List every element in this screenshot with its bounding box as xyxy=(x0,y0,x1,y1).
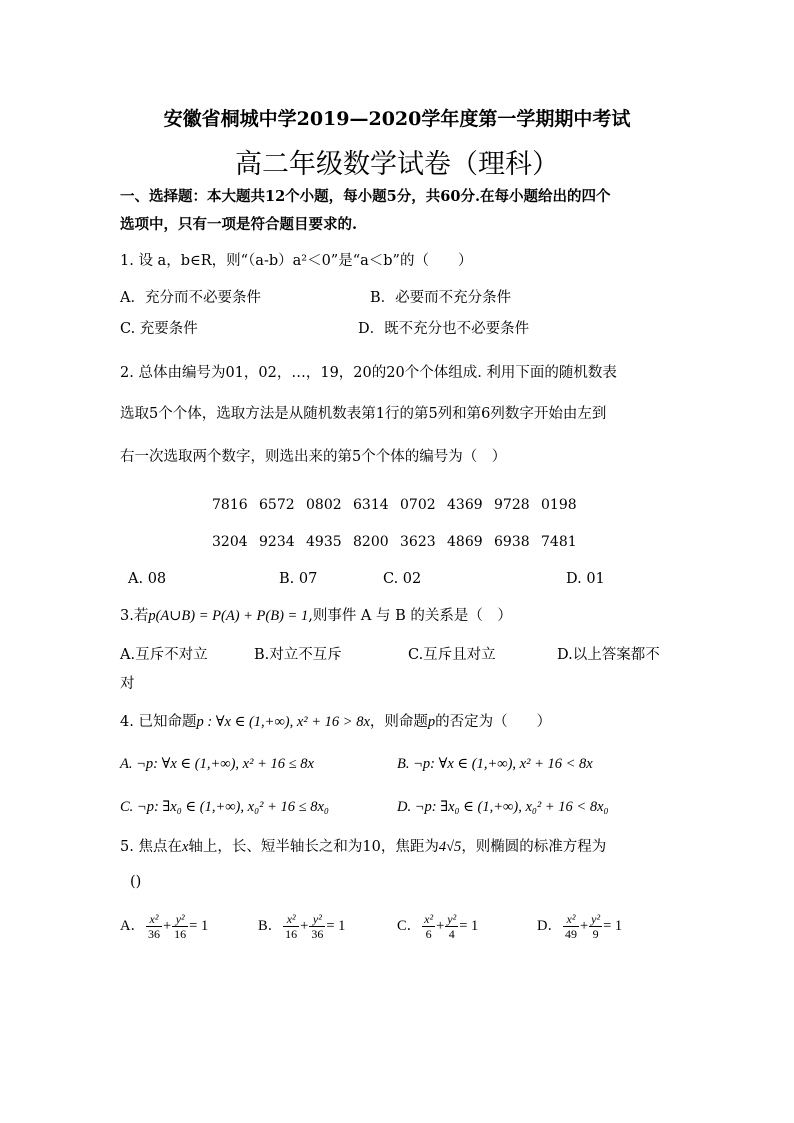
q5-post: ，则椭圆的标准方程为 xyxy=(461,839,607,855)
option-label: D． xyxy=(537,917,562,934)
q2-option-a: A. 08 xyxy=(128,571,167,587)
q4-suffix: 的否定为（ ） xyxy=(435,714,552,730)
fraction xyxy=(563,912,579,941)
q5-option-b: B． $\frac{\text{x²}}{16}$ + $\frac{\text{y²}}{36}$ = 1 xyxy=(258,912,346,941)
q3-option-a: A.互斥不对立 xyxy=(120,647,208,663)
numerator: x² xyxy=(563,912,579,927)
section-heading-line2: 选项中，只有一项是符合题目要求的. xyxy=(120,216,358,233)
random-number-cell: 9234 xyxy=(259,534,295,550)
q5-option-c: C． $\frac{\text{x²}}{6}$ + $\frac{\text{y²}}{4}$ = 1 xyxy=(397,912,479,941)
q4-stem xyxy=(120,712,551,732)
random-number-cell: 3623 xyxy=(400,534,436,550)
numerator: y² xyxy=(172,912,188,927)
denominator: 16 xyxy=(285,927,298,941)
q3-option-b: B.对立不互斥 xyxy=(254,647,342,663)
q3-option-d: D.以上答案都不 xyxy=(557,647,660,663)
fraction xyxy=(309,912,325,941)
denominator: 36 xyxy=(147,927,160,941)
equation-rhs: = 1 xyxy=(603,917,623,934)
q2-line2: 选取5个个体，选取方法是从随机数表第1行的第5列和第6列数字开始由左到 xyxy=(120,406,607,422)
random-number-cell: 0702 xyxy=(400,497,436,513)
equation-rhs: = 1 xyxy=(189,917,209,934)
q1-option-d: D．既不充分也不必要条件 xyxy=(358,321,530,337)
q2-option-c: C. 02 xyxy=(383,571,422,587)
random-number-cell: 6938 xyxy=(494,534,530,550)
q4-mid: ，则命题 xyxy=(369,714,428,730)
q1-option-c: C. 充要条件 xyxy=(120,321,198,337)
random-number-cell: 7481 xyxy=(541,534,577,550)
q5-mid: 轴上，长、短半轴长之和为10，焦距为 xyxy=(188,839,439,855)
fraction xyxy=(589,912,602,941)
numerator: y² xyxy=(591,912,601,926)
exam-subtitle: 高二年级数学试卷（理科） xyxy=(235,149,559,180)
q2-option-d: D. 01 xyxy=(566,571,605,587)
equation-rhs: = 1 xyxy=(326,917,346,934)
q5-answer-bracket: () xyxy=(130,874,142,890)
q2-line1: 2. 总体由编号为01，02，…，19，20的20个个体组成. 利用下面的随机数表 xyxy=(120,365,617,381)
q4-option-d: D. ¬p: ∃x₀ ∈ (1,+∞), x₀² + 16 < 8x₀ xyxy=(397,799,609,815)
q3-prefix: 3.若 xyxy=(120,608,149,624)
q1-option-b: B．必要而不充分条件 xyxy=(370,290,512,306)
option-label: C． xyxy=(397,917,422,934)
numerator: y² xyxy=(447,912,457,926)
denominator: 36 xyxy=(311,927,324,941)
random-number-cell: 0198 xyxy=(541,497,577,513)
denominator: 9 xyxy=(592,927,599,941)
denominator: 49 xyxy=(564,927,577,941)
numerator: x² xyxy=(146,912,162,927)
q2-line3: 右一次选取两个数字，则选出来的第5个个体的编号为（ ） xyxy=(120,449,507,465)
random-number-cell: 9728 xyxy=(494,497,530,513)
random-number-cell: 6572 xyxy=(259,497,295,513)
denominator: 4 xyxy=(448,927,455,941)
q2-option-b: B. 07 xyxy=(279,571,318,587)
random-number-cell: 7816 xyxy=(212,497,248,513)
q4-prefix: 4. 已知命题 xyxy=(120,714,197,730)
random-number-cell: 4869 xyxy=(447,534,483,550)
section-heading-line1: 一、选择题：本大题共12个小题，每小题5分，共60分.在每小题给出的四个 xyxy=(120,188,611,205)
numerator: y² xyxy=(309,912,325,927)
q4-option-c: C. ¬p: ∃x₀ ∈ (1,+∞), x₀² + 16 ≤ 8x₀ xyxy=(120,799,329,815)
random-number-cell: 8200 xyxy=(353,534,389,550)
denominator: 16 xyxy=(174,927,187,941)
q5-focal-length: 4√5 xyxy=(438,839,462,855)
random-number-cell: 0802 xyxy=(306,497,342,513)
random-number-cell: 6314 xyxy=(353,497,389,513)
q5-prefix: 5. 焦点在 xyxy=(120,839,182,855)
option-label: B． xyxy=(258,917,283,934)
q3-suffix: ,则事件 A 与 B 的关系是（ ） xyxy=(308,608,512,624)
q3-option-d-continued: 对 xyxy=(120,676,135,692)
q4-option-b: B. ¬p: ∀x ∈ (1,+∞), x² + 16 < 8x xyxy=(397,756,593,772)
numerator: x² xyxy=(424,912,434,926)
numerator: x² xyxy=(283,912,299,927)
equation-rhs: = 1 xyxy=(459,917,479,934)
fraction xyxy=(172,912,188,941)
q4-p-symbol: p xyxy=(427,714,436,730)
q1-option-a: A．充分而不必要条件 xyxy=(120,290,261,306)
q1-stem: 1. 设 a，b∈R，则“（a-b）a²＜0”是“a＜b”的（ ） xyxy=(120,253,473,269)
q4-formula: p : ∀x ∈ (1,+∞), x² + 16 > 8x xyxy=(196,714,370,730)
fraction xyxy=(445,912,458,941)
q5-option-a: A． $\frac{\text{x²}}{36}$ + $\frac{\text{y²}}{16}$ = 1 xyxy=(120,912,209,941)
exam-title: 安徽省桐城中学2019—2020学年度第一学期期中考试 xyxy=(163,108,631,130)
option-label: A． xyxy=(120,917,145,934)
denominator: 6 xyxy=(425,927,432,941)
q3-option-c: C.互斥且对立 xyxy=(408,647,496,663)
q3-stem xyxy=(120,606,512,626)
random-number-cell: 4935 xyxy=(306,534,342,550)
random-number-row-2 xyxy=(212,534,588,550)
fraction xyxy=(146,912,162,941)
q5-option-d: D． $\frac{\text{x²}}{49}$ + $\frac{\text{y²}}{9}$ = 1 xyxy=(537,912,623,941)
q5-stem xyxy=(120,837,606,857)
random-number-row-1 xyxy=(212,497,588,513)
fraction xyxy=(422,912,435,941)
q3-formula: p(A∪B) = P(A) + P(B) = 1 xyxy=(148,608,309,624)
random-number-cell: 3204 xyxy=(212,534,248,550)
random-number-cell: 4369 xyxy=(447,497,483,513)
q5-x-symbol: x xyxy=(181,839,189,855)
q4-option-a: A. ¬p: ∀x ∈ (1,+∞), x² + 16 ≤ 8x xyxy=(120,756,314,772)
fraction xyxy=(283,912,299,941)
